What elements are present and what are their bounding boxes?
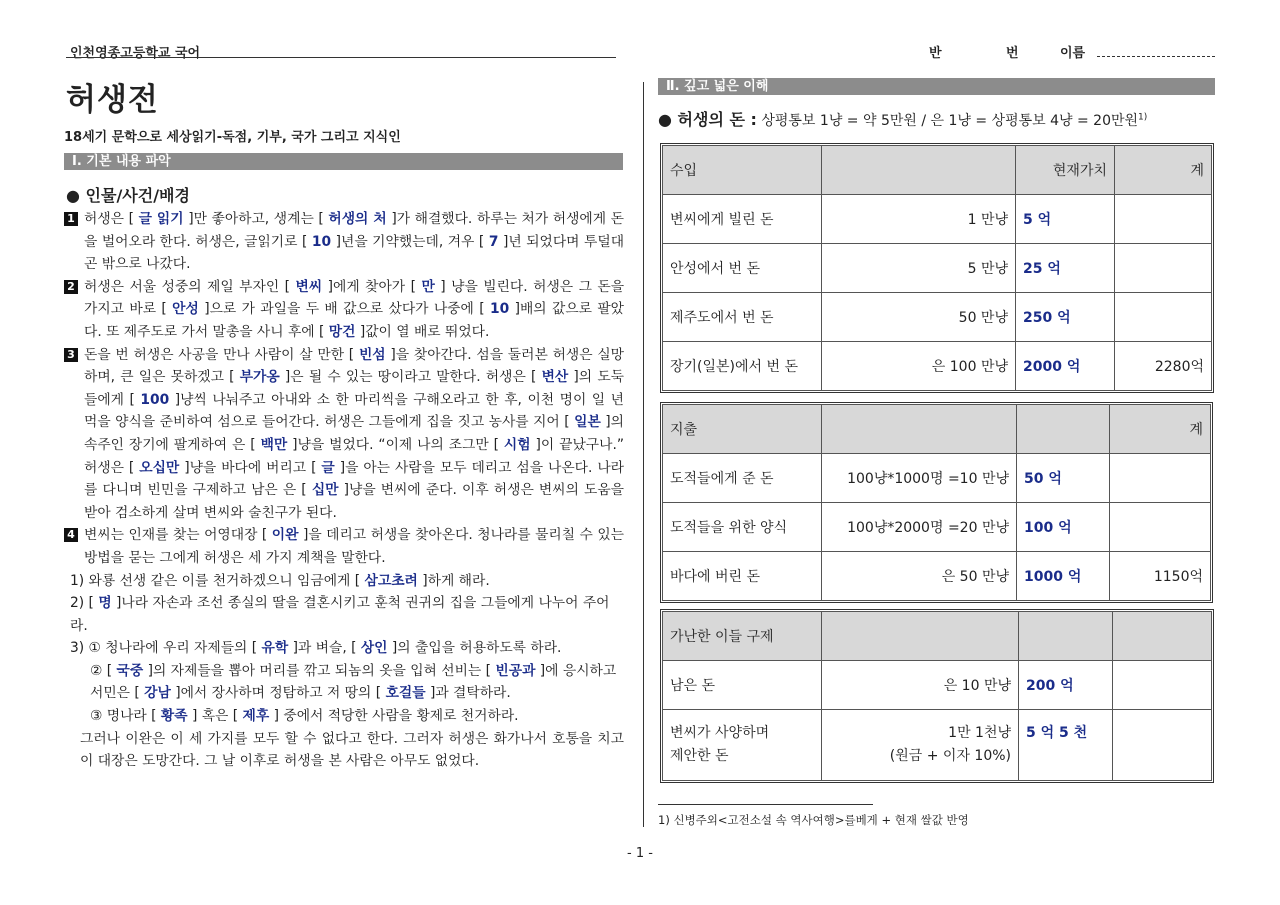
answer: 십만 [311, 482, 339, 499]
value-cell: 1000 억 [1017, 552, 1110, 601]
answer: 변산 [541, 369, 569, 386]
number-label: 번 [1006, 46, 1019, 61]
number-badge: 2 [64, 280, 78, 294]
answer: 100 [140, 391, 170, 408]
income-table [662, 145, 1212, 391]
answer: 빈공과 [495, 662, 536, 679]
answer: 빈섬 [358, 346, 386, 363]
item-cell: 장기(일본)에서 번 돈 [663, 342, 822, 391]
value-cell: 2000 억 [1016, 342, 1115, 391]
name-label: 이름 [1060, 46, 1086, 61]
item-cell: 변씨에게 빌린 돈 [663, 195, 822, 244]
header-cell: 현재가치 [1016, 146, 1115, 195]
answer: 삼고초려 [364, 572, 418, 589]
strategy-3-2: ② [ 국중 ]의 자제들을 뽑아 머리를 깎고 되놈의 옷을 입혀 선비는 [ 빈공과 ]에 응시하고 서민은 [ 강남 ]에서 장사하며 정탐하고 저 땅의 [ 호걸들 ]과 결탁하라. [90, 662, 617, 702]
footnote-ref: 1) [1138, 112, 1148, 123]
paragraph-1: 1 허생은 [ 글 읽기 ]만 좋아하고, 생계는 [ 허생의 처 ]가 해결했다. 하루는 처가 허생에게 돈을 벌어오라 한다. 허생은, 글읽기로 [ 10 ]년을 기약했는데, 겨우 [ 7 ]년 되었다며 투덜대곤 밖으로 나갔다. [64, 208, 624, 276]
answer: 망건 [328, 323, 356, 340]
table-header-row [663, 146, 1212, 195]
ending-paragraph: 그러나 이완은 이 세 가지를 모두 할 수 없다고 한다. 그러자 허생은 화가나서 호통을 치고 이 대장은 도망간다. 그 날 이후로 허생을 본 사람은 아무도 없었다. [80, 730, 624, 770]
answer: 국중 [116, 662, 144, 679]
page-subtitle: 18세기 문학으로 세상읽기-독점, 기부, 국가 그리고 지식인 [64, 130, 401, 145]
income-table-frame [660, 143, 1214, 393]
answer: 황족 [160, 708, 188, 725]
answer: 백만 [260, 436, 288, 453]
total-cell [1110, 454, 1211, 503]
amount-cell: 1 만냥 [822, 195, 1016, 244]
item-cell: 변씨가 사양하며 제안한 돈 [663, 710, 822, 781]
relief-table-frame [660, 609, 1214, 783]
item-cell: 남은 돈 [663, 661, 822, 710]
table-row [663, 454, 1211, 503]
characters-events-heading: ● 인물/사건/배경 [66, 186, 190, 205]
strategy-3-1: 3) ① 청나라에 우리 자제들의 [ 유학 ]과 벼슬, [ 상인 ]의 출입을 허용하도록 하라. [70, 640, 562, 657]
money-conversion-line [658, 107, 1147, 130]
answer: 오십만 [139, 459, 180, 476]
amount-cell: 100냥*2000명 =20 만냥 [822, 503, 1017, 552]
expense-table [662, 404, 1211, 601]
value-cell: 5 억 5 천 [1019, 710, 1113, 781]
answer: 10 [489, 301, 510, 318]
answer: 제후 [242, 708, 270, 725]
section2-heading: Ⅱ. 깊고 넓은 이해 [658, 78, 1215, 95]
answer: 7 [488, 233, 499, 250]
footnote: 1) 신병주외<고전소설 속 역사여행>를베게 + 현재 쌀값 반영 [658, 813, 969, 827]
table-header-row [663, 405, 1211, 454]
answer: 상인 [360, 640, 388, 657]
header-cell [822, 612, 1019, 661]
header-cell [822, 405, 1017, 454]
answer: 시험 [503, 436, 531, 453]
amount-cell: 은 10 만냥 [822, 661, 1019, 710]
total-cell [1113, 661, 1212, 710]
item-cell: 도적들에게 준 돈 [663, 454, 822, 503]
number-badge: 1 [64, 212, 78, 226]
table-row [663, 710, 1212, 781]
expense-table-frame [660, 402, 1213, 603]
amount-cell: 5 만냥 [822, 244, 1016, 293]
answer: 부가옹 [239, 369, 280, 386]
amount-cell: 100냥*1000명 =10 만냥 [822, 454, 1017, 503]
header-cell: 계 [1110, 405, 1211, 454]
answer: 명 [98, 595, 112, 612]
item-cell: 바다에 버린 돈 [663, 552, 822, 601]
paragraph-3: 3 돈을 번 허생은 사공을 만나 사람이 살 만한 [ 빈섬 ]을 찾아간다. 섬을 둘러본 허생은 실망하며, 큰 일은 못하겠고 [ 부가옹 ]은 될 수 있는 땅이라고 말한다. 허생은 [ 변산 ]의 도둑들에게 [ 100 ]냥씩 나눠주고 아내와 소 한 마리씩을 구해오라고 한 후, 이천 명이 일 년 먹을 양식을 준비하여 섬으로 들어간다. 허생은 그들에게 집을 짓고 농사를 지어 [ 일본 ]의 속주인 장기에 팔게하여 은 [ 백만 ]냥을 벌었다. “이제 나의 조그만 [ 시험 ]이 끝났구나.” 허생은 [ 오십만 ]냥을 바다에 버리고 [ 글 ]을 아는 사람을 모두 데리고 섬을 나온다. 나라를 다니며 빈민을 구제하고 남은 은 [ 십만 ]냥을 변씨에 준다. 이후 허생은 변씨의 도움을 받아 검소하게 살며 변씨와 술친구가 된다. [64, 344, 624, 525]
value-cell: 100 억 [1017, 503, 1110, 552]
answer: 일본 [574, 414, 601, 431]
total-cell [1115, 293, 1212, 342]
amount-cell: 은 50 만냥 [822, 552, 1017, 601]
value-cell: 25 억 [1016, 244, 1115, 293]
total-cell: 1150억 [1110, 552, 1211, 601]
page-number: - 1 - [627, 846, 653, 861]
header-cell [1017, 405, 1110, 454]
header-cell [1019, 612, 1113, 661]
table-row [663, 293, 1212, 342]
table-row [663, 503, 1211, 552]
money-label: ● 허생의 돈 : [658, 110, 757, 129]
amount-cell: 1만 1천냥 (원금 + 이자 10%) [822, 710, 1019, 781]
page-title: 허생전 [66, 82, 159, 118]
table-header-row [663, 612, 1212, 661]
strategy-1: 1) 와룡 선생 같은 이를 천거하겠으니 임금에게 [ 삼고초려 ]하게 해라. [70, 572, 490, 589]
value-cell: 50 억 [1017, 454, 1110, 503]
number-badge: 4 [64, 528, 78, 542]
table-row [663, 552, 1211, 601]
answer: 글 [321, 459, 335, 476]
number-badge: 3 [64, 348, 78, 362]
table-row [663, 195, 1212, 244]
item-cell: 도적들을 위한 양식 [663, 503, 822, 552]
column-divider [643, 82, 644, 827]
header-cell [1113, 612, 1212, 661]
name-blank-line [1097, 56, 1215, 57]
strategy-2: 2) [ 명 ]나라 자손과 조선 종실의 딸을 결혼시키고 훈척 권귀의 집을 그들에게 나누어 주어라. [70, 595, 610, 634]
answer: 이완 [271, 527, 299, 544]
amount-cell: 은 100 만냥 [822, 342, 1016, 391]
answer: 허생의 처 [328, 211, 387, 227]
value-cell: 5 억 [1016, 195, 1115, 244]
answer: 변씨 [295, 278, 323, 295]
header-cell: 가난한 이들 구제 [663, 612, 822, 661]
section1-heading: Ⅰ. 기본 내용 파악 [64, 153, 623, 170]
table-row [663, 661, 1212, 710]
footnote-divider [658, 804, 873, 805]
header-cell: 수입 [663, 146, 822, 195]
value-cell: 250 억 [1016, 293, 1115, 342]
answer: 강남 [144, 685, 171, 702]
table-row [663, 244, 1212, 293]
paragraph-2: 2 허생은 서울 성중의 제일 부자인 [ 변씨 ]에게 찾아가 [ 만 ] 냥을 빌린다. 허생은 그 돈을 가지고 바로 [ 안성 ]으로 가 과일을 두 배 값으로 샀다가 나중에 [ 10 ]배의 값으로 팔았다. 또 제주도로 가서 말총을 사니 후에 [ 망건 ]값이 열 배로 뛰었다. [64, 276, 624, 344]
answer: 만 [421, 278, 435, 295]
answer: 10 [311, 233, 332, 250]
answer: 유학 [261, 640, 289, 657]
school-subject-header: 인천영종고등학교 국어 [70, 46, 201, 61]
amount-cell: 50 만냥 [822, 293, 1016, 342]
header-cell: 계 [1115, 146, 1212, 195]
header-cell [822, 146, 1016, 195]
paragraph-4: 4 변씨는 인재를 찾는 어영대장 [ 이완 ]을 데리고 허생을 찾아온다. 청나라를 물리칠 수 있는 방법을 묻는 그에게 허생은 세 가지 계책을 말한다. [64, 524, 624, 569]
item-cell: 제주도에서 번 돈 [663, 293, 822, 342]
total-cell [1115, 195, 1212, 244]
answer: 호걸들 [385, 685, 426, 702]
class-label: 반 [929, 46, 942, 61]
total-cell [1115, 244, 1212, 293]
total-cell [1113, 710, 1212, 781]
value-cell: 200 억 [1019, 661, 1113, 710]
money-conversion-text: 상평통보 1냥 = 약 5만원 / 은 1냥 = 상평통보 4냥 = 20만원 [761, 113, 1139, 129]
header-cell: 지출 [663, 405, 822, 454]
strategy-3-3: ③ 명나라 [ 황족 ] 혹은 [ 제후 ] 중에서 적당한 사람을 황제로 천거하라. [90, 708, 519, 725]
item-cell: 안성에서 번 돈 [663, 244, 822, 293]
answer: 글 읽기 [138, 211, 184, 227]
total-cell: 2280억 [1115, 342, 1212, 391]
header-divider [66, 57, 616, 58]
summary-body [64, 208, 624, 773]
total-cell [1110, 503, 1211, 552]
relief-table [662, 611, 1212, 781]
table-row [663, 342, 1212, 391]
answer: 안성 [172, 301, 199, 318]
